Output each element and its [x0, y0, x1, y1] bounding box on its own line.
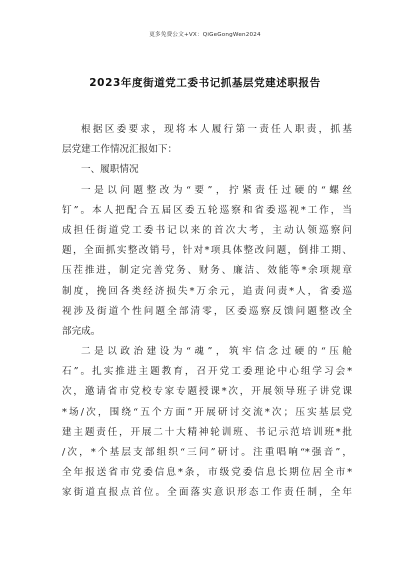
document-title: 2023年度街道党工委书记抓基层党建述职报告: [89, 77, 321, 89]
paragraph-line: 全年报送省市党委信息*条，市级党委信息长期位居全市*: [62, 467, 352, 479]
paragraph-line: 建主题责任，开展二十大精神轮训班、书记示范培训班*批: [62, 426, 352, 438]
paragraph-line: 部完成。: [62, 325, 101, 337]
paragraph-line: /次，*个基层支部组织“三问”研讨。注重唱响“*强音”，: [62, 447, 352, 458]
paragraph-line: 成担任街道党工委书记以来的首次大考，主动认领巡察问: [62, 224, 352, 236]
section-heading: 一、履职情况: [81, 164, 139, 176]
paragraph-line: 钉”。本人把配合五届区委五轮巡察和省委巡视*工作，当: [62, 204, 352, 216]
paragraph-line: 题，全面抓实整改销号，针对*项具体整改问题，倒排工期、: [62, 245, 352, 257]
paragraph-line: 次，邀请省市党校专家专题授课*次，开展领导班子讲党课: [62, 386, 352, 398]
paragraph-line: 层党建工作情况汇报如下：: [62, 144, 178, 156]
paragraph-line: 石”。扎实推进主题教育，召开党工委理论中心组学习会*: [62, 366, 352, 378]
paragraph-line: *场/次，围绕“五个方面”开展研讨交流*次；压实基层党: [62, 406, 352, 418]
paragraph-line: 一是以问题整改为“要”，拧紧责任过硬的“螺丝: [81, 184, 352, 196]
header-note: 更多免费公文+VX：QiGeGongWen2024: [149, 32, 261, 38]
document-body: [62, 120, 352, 504]
paragraph-line: 二是以政治建设为“魂”，筑牢信念过硬的“压舱: [81, 346, 352, 358]
paragraph-line: 制度，挽回各类经济损失*万余元，追责问责*人，省委巡: [62, 285, 352, 297]
paragraph-line: 视涉及街道个性问题全部清零，区委巡察反馈问题整改全: [62, 305, 352, 317]
paragraph-line: 根据区委要求，现将本人履行第一责任人职责，抓基: [81, 124, 352, 135]
paragraph-line: 压茬推进，制定完善党务、财务、廉洁、效能等*余项规章: [62, 265, 352, 277]
paragraph-line: 家街道直报点首位。全面落实意识形态工作责任制，全年: [62, 487, 352, 499]
